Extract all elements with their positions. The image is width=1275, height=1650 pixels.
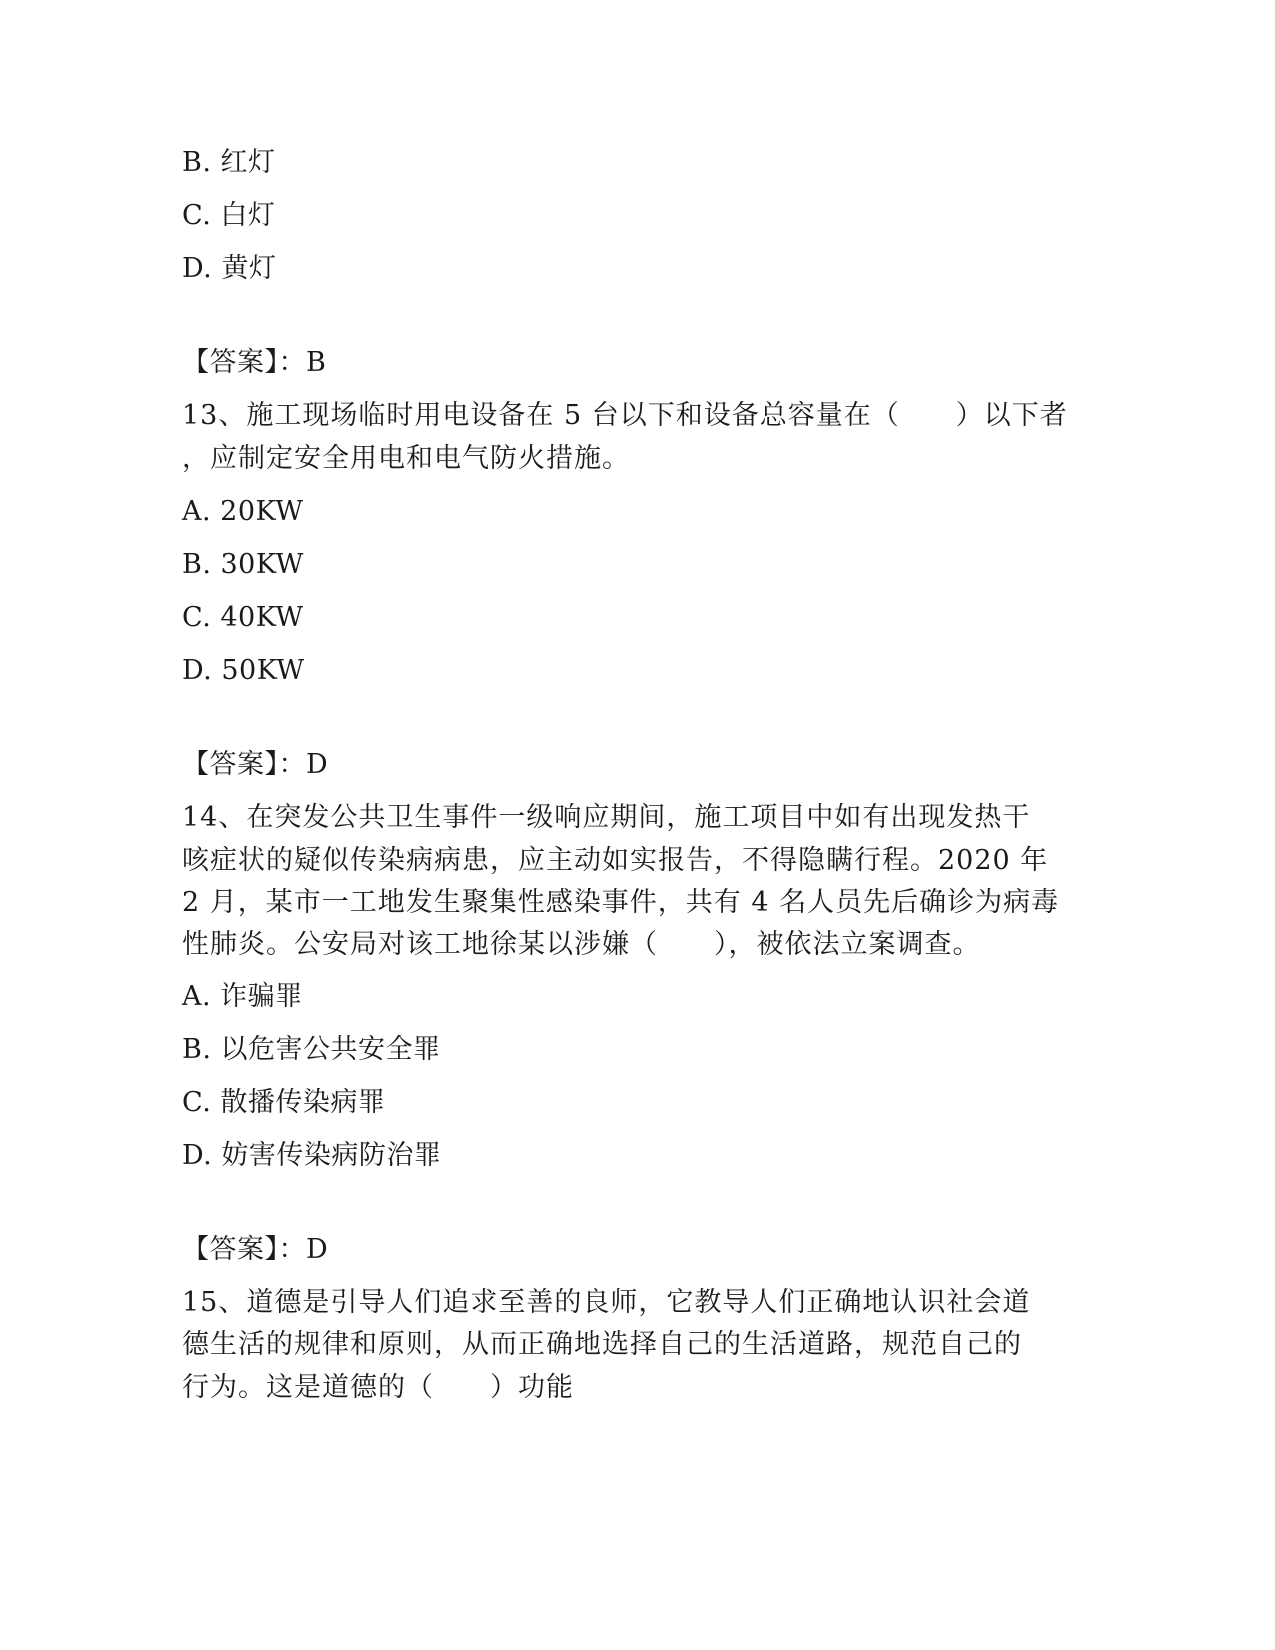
q13-option-a: A. 20KW [182,496,304,527]
q15-stem-line-3: 行为。这是道德的（ ）功能 [182,1372,574,1403]
q14-stem-line-4: 性肺炎。公安局对该工地徐某以涉嫌（ ），被依法立案调查。 [182,929,981,960]
q13-option-b: B. 30KW [182,549,304,580]
q13-answer: 【答案】：D [182,749,329,780]
q15-stem-line-2: 德生活的规律和原则，从而正确地选择自己的生活道路，规范自己的 [182,1329,1022,1360]
q14-option-d: D. 妨害传染病防治罪 [182,1140,442,1171]
q15-stem-line-1: 15、道德是引导人们追求至善的良师，它教导人们正确地认识社会道 [182,1287,1031,1318]
q14-option-c: C. 散播传染病罪 [182,1087,386,1118]
q13-option-c: C. 40KW [182,602,304,633]
q12-option-c: C. 白灯 [182,200,276,231]
q13-option-d: D. 50KW [182,655,305,686]
q14-stem-line-3: 2 月，某市一工地发生聚集性感染事件，共有 4 名人员先后确诊为病毒 [182,887,1060,918]
q14-stem-line-1: 14、在突发公共卫生事件一级响应期间，施工项目中如有出现发热干 [182,802,1031,833]
q13-stem-line-2: ，应制定安全用电和电气防火措施。 [182,443,630,474]
q13-stem-line-1: 13、施工现场临时用电设备在 5 台以下和设备总容量在（ ）以下者 [182,400,1068,431]
q14-answer: 【答案】：D [182,1234,329,1265]
q14-option-b: B. 以危害公共安全罪 [182,1034,441,1065]
q14-option-a: A. 诈骗罪 [182,981,303,1012]
q12-option-b: B. 红灯 [182,147,276,178]
q12-option-d: D. 黄灯 [182,253,277,284]
q12-answer: 【答案】：B [182,347,327,378]
q14-stem-line-2: 咳症状的疑似传染病病患，应主动如实报告，不得隐瞒行程。2020 年 [182,845,1049,876]
